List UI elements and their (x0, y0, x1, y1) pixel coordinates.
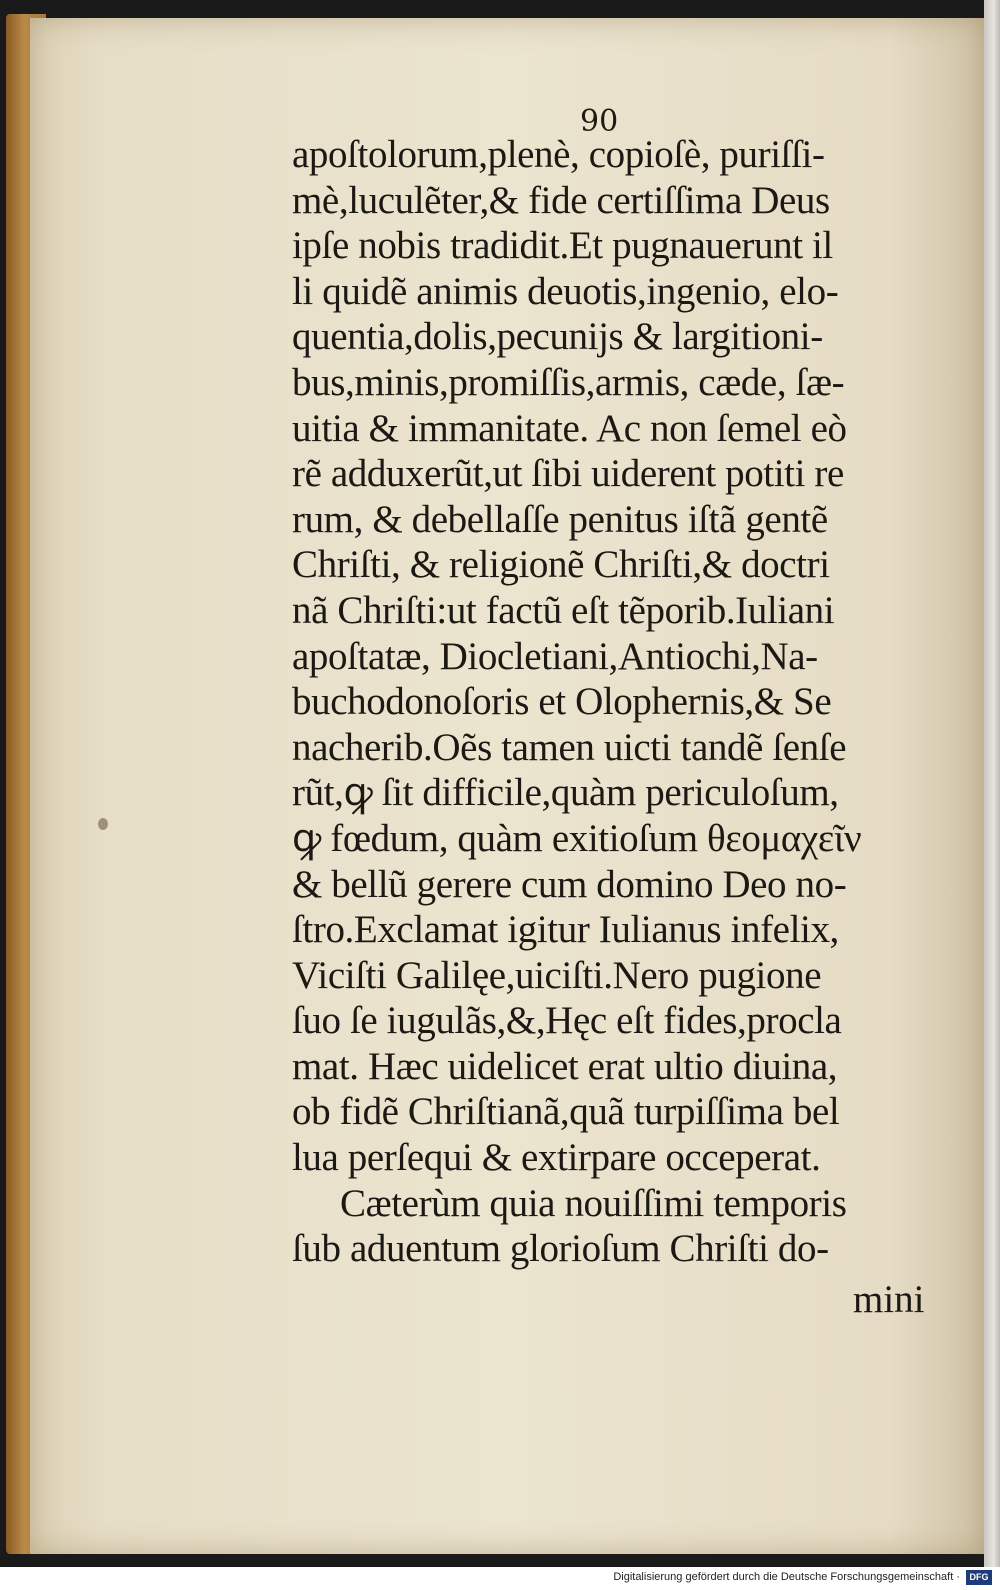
text-line: apoſtatæ, Diocletiani,Antiochi,Na- (292, 634, 818, 678)
text-line: rum, & debellaſſe penitus iſtã gentẽ (292, 497, 828, 541)
text-line: ob fidẽ Chriſtianã,quã turpiſſima bel (292, 1090, 840, 1134)
text-line: buchodonoſoris et Olophernis,& Se (292, 680, 832, 724)
page-number: 90 (580, 104, 619, 139)
text-line: ſtro.Exclamat igitur Iulianus infelix, (292, 908, 839, 952)
funding-notice: Digitalisierung gefördert durch die Deutsche Forschungsgemeinschaft · (613, 1571, 960, 1583)
text-line: rũt,ꝙ ſit difficile,quàm periculoſum, (292, 771, 839, 815)
text-line: uitia & immanitate. Ac non ſemel eò (292, 406, 847, 450)
page-text-block (292, 132, 942, 1272)
text-line: ſuo ſe iugulãs,&,Hęc eſt fides,procla (292, 999, 842, 1043)
text-line: ꝙ fœdum, quàm exitioſum θεομαχεῖν (292, 816, 862, 860)
footer-bar (0, 1567, 1000, 1590)
text-line: quentia,dolis,pecunijs & largitioni- (292, 315, 823, 359)
text-line: nacherib.Oẽs tamen uicti tandẽ ſenſe (292, 725, 847, 769)
text-line: rẽ adduxerũt,ut ſibi uiderent potiti re (292, 452, 844, 496)
text-line: nã Chriſti:ut factũ eſt tẽporib.Iuliani (292, 588, 835, 632)
text-line: apoſtolorum,plenè, copioſè, puriſſi- (292, 133, 825, 176)
text-line: lua perſequi & extirpare occeperat. (292, 1136, 821, 1180)
page-right-edge (984, 0, 1000, 1567)
text-line: li quidẽ animis deuotis,ingenio, elo- (292, 269, 839, 313)
text-line: Chriſti, & religionẽ Chriſti,& doctri (292, 543, 830, 587)
paragraph-start-line: Cæterùm quia nouiſſimi temporis (340, 1181, 847, 1225)
text-line: ipſe nobis tradidit.Et pugnauerunt il (292, 224, 833, 268)
text-line: mè,luculẽter,& fide certiſſima Deus (292, 178, 830, 222)
text-line: ſub aduentum glorioſum Chriſti do- (292, 1227, 829, 1271)
catchword: mini (853, 1278, 925, 1321)
paper-stain (98, 818, 108, 830)
text-line: Viciſti Galilęe,uiciſti.Nero pugione (292, 953, 822, 997)
dfg-logo[interactable]: DFG (966, 1570, 992, 1585)
text-line: mat. Hæc uidelicet erat ultio diuina, (292, 1044, 838, 1088)
text-line: & bellũ gerere cum domino Deo no- (292, 862, 847, 906)
text-line: bus,minis,promiſſis,armis, cæde, ſæ- (292, 360, 845, 404)
